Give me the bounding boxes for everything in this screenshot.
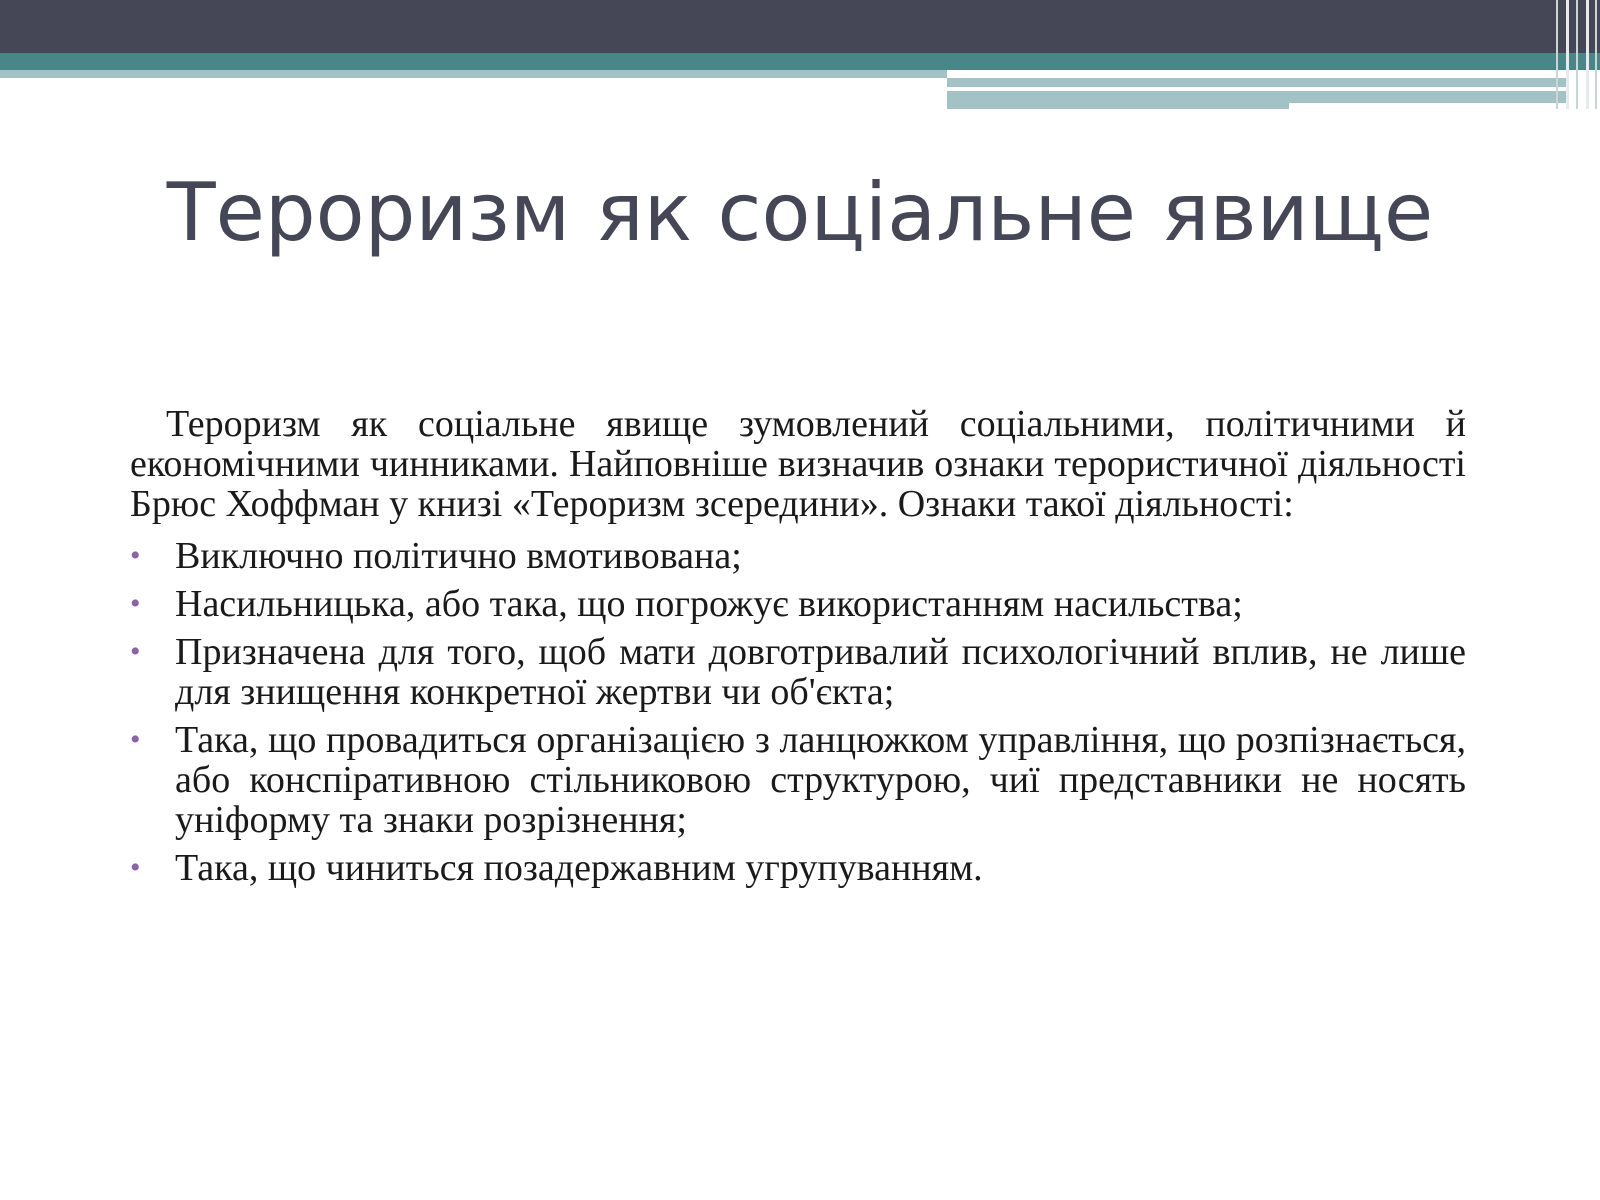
list-item-text: Виключно політично вмотивована; bbox=[175, 535, 742, 577]
slide-title: Тероризм як соціальне явище bbox=[166, 166, 1434, 259]
list-item-text: Така, що чиниться позадержавним угрупуванням. bbox=[175, 847, 983, 889]
bullet-icon: • bbox=[130, 539, 141, 572]
list-item bbox=[130, 584, 1466, 624]
header-band-light-left bbox=[0, 70, 947, 78]
header-edge-lines bbox=[1554, 0, 1600, 109]
header-band-light-lower-right bbox=[1289, 91, 1567, 103]
list-item bbox=[130, 848, 1466, 888]
bullet-list bbox=[130, 536, 1466, 888]
list-item bbox=[130, 632, 1466, 712]
list-item bbox=[130, 720, 1466, 840]
bullet-icon: • bbox=[130, 587, 141, 620]
intro-paragraph: Тероризм як соціальне явище зумовлений соціальними, політичними й економічними чинниками. Найповніше визначив ознаки терористичної діяльності Брюс Хоффман у книзі «Тероризм зсередини». Ознаки такої діяльності: bbox=[130, 403, 1466, 525]
header-band-light-right bbox=[947, 78, 1567, 87]
header-band-teal bbox=[0, 53, 1600, 70]
header-band-dark bbox=[0, 0, 1600, 53]
list-item-text: Така, що провадиться організацією з ланцюжком управління, що розпізнається, або конспіративною стільниковою структурою, чиї представники не носять уніформу та знаки розрізнення; bbox=[175, 719, 1466, 841]
list-item-text: Призначена для того, щоб мати довготривалий психологічний вплив, не лише для знищення конкретної жертви чи об'єкта; bbox=[175, 631, 1466, 713]
list-item-text: Насильницька, або така, що погрожує використанням насильства; bbox=[175, 583, 1243, 625]
slide-body bbox=[130, 404, 1466, 896]
bullet-icon: • bbox=[130, 851, 141, 884]
header-band-light-lower bbox=[947, 91, 1289, 109]
bullet-icon: • bbox=[130, 723, 141, 756]
bullet-icon: • bbox=[130, 635, 141, 668]
list-item bbox=[130, 536, 1466, 576]
